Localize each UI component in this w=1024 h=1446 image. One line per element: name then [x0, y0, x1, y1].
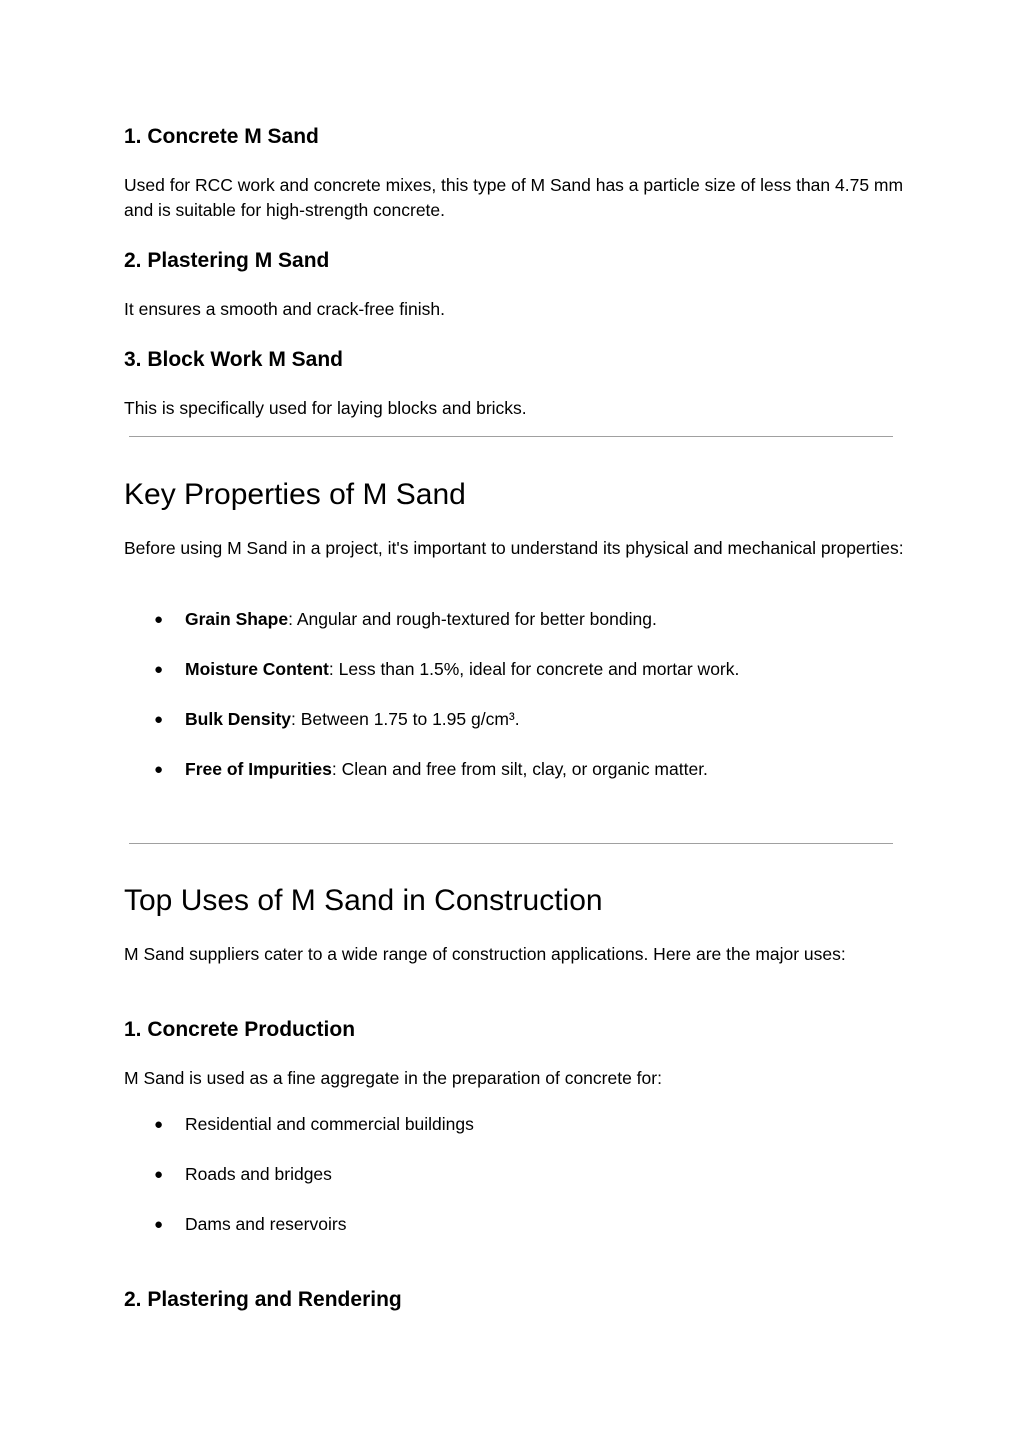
bullet-icon: ● [154, 1166, 164, 1183]
list-item-term: Free of Impurities [185, 759, 332, 779]
bullet-icon: ● [154, 611, 164, 628]
paragraph-top-uses-intro: M Sand suppliers cater to a wide range of construction applications. Here are the major uses: [124, 944, 846, 964]
list-item-desc: : Clean and free from silt, clay, or organic matter. [331, 759, 708, 779]
horizontal-divider [129, 843, 893, 844]
heading-concrete-production: 1. Concrete Production [124, 1018, 356, 1041]
bullet-icon: ● [154, 761, 164, 778]
list-item-term: Grain Shape [185, 609, 289, 629]
list-item-desc: : Between 1.75 to 1.95 g/cm³. [291, 709, 520, 729]
heading-top-uses: Top Uses of M Sand in Construction [124, 884, 603, 917]
bullet-icon: ● [154, 1116, 164, 1133]
heading-block-work-m-sand: 3. Block Work M Sand [124, 348, 343, 371]
paragraph-key-properties-intro: Before using M Sand in a project, it's important to understand its physical and mechanical properties: [124, 538, 904, 558]
heading-plastering-m-sand: 2. Plastering M Sand [124, 249, 330, 272]
bullet-icon: ● [154, 661, 164, 678]
paragraph-concrete-production: M Sand is used as a fine aggregate in the preparation of concrete for: [124, 1068, 662, 1088]
list-item-term: Bulk Density [185, 709, 291, 729]
heading-concrete-m-sand: 1. Concrete M Sand [124, 125, 319, 148]
list-item-text: Roads and bridges [185, 1164, 332, 1184]
bullet-icon: ● [154, 711, 164, 728]
paragraph-plastering-m-sand: It ensures a smooth and crack-free finish. [124, 299, 445, 319]
paragraph-concrete-m-sand: Used for RCC work and concrete mixes, this type of M Sand has a particle size of less than 4.75 mm and is suitable for high-strength concrete. [124, 175, 904, 220]
list-item-term: Moisture Content [185, 659, 329, 679]
heading-key-properties: Key Properties of M Sand [124, 478, 466, 511]
heading-plastering-and-rendering: 2. Plastering and Rendering [124, 1288, 402, 1311]
bullet-icon: ● [154, 1216, 164, 1233]
list-item-desc: : Less than 1.5%, ideal for concrete and mortar work. [328, 659, 740, 679]
list-item-text: Dams and reservoirs [185, 1214, 347, 1234]
paragraph-block-work-m-sand: This is specifically used for laying blocks and bricks. [124, 398, 527, 418]
list-item-desc: : Angular and rough-textured for better bonding. [288, 609, 657, 629]
list-item-text: Residential and commercial buildings [185, 1114, 474, 1134]
horizontal-divider [129, 436, 893, 437]
